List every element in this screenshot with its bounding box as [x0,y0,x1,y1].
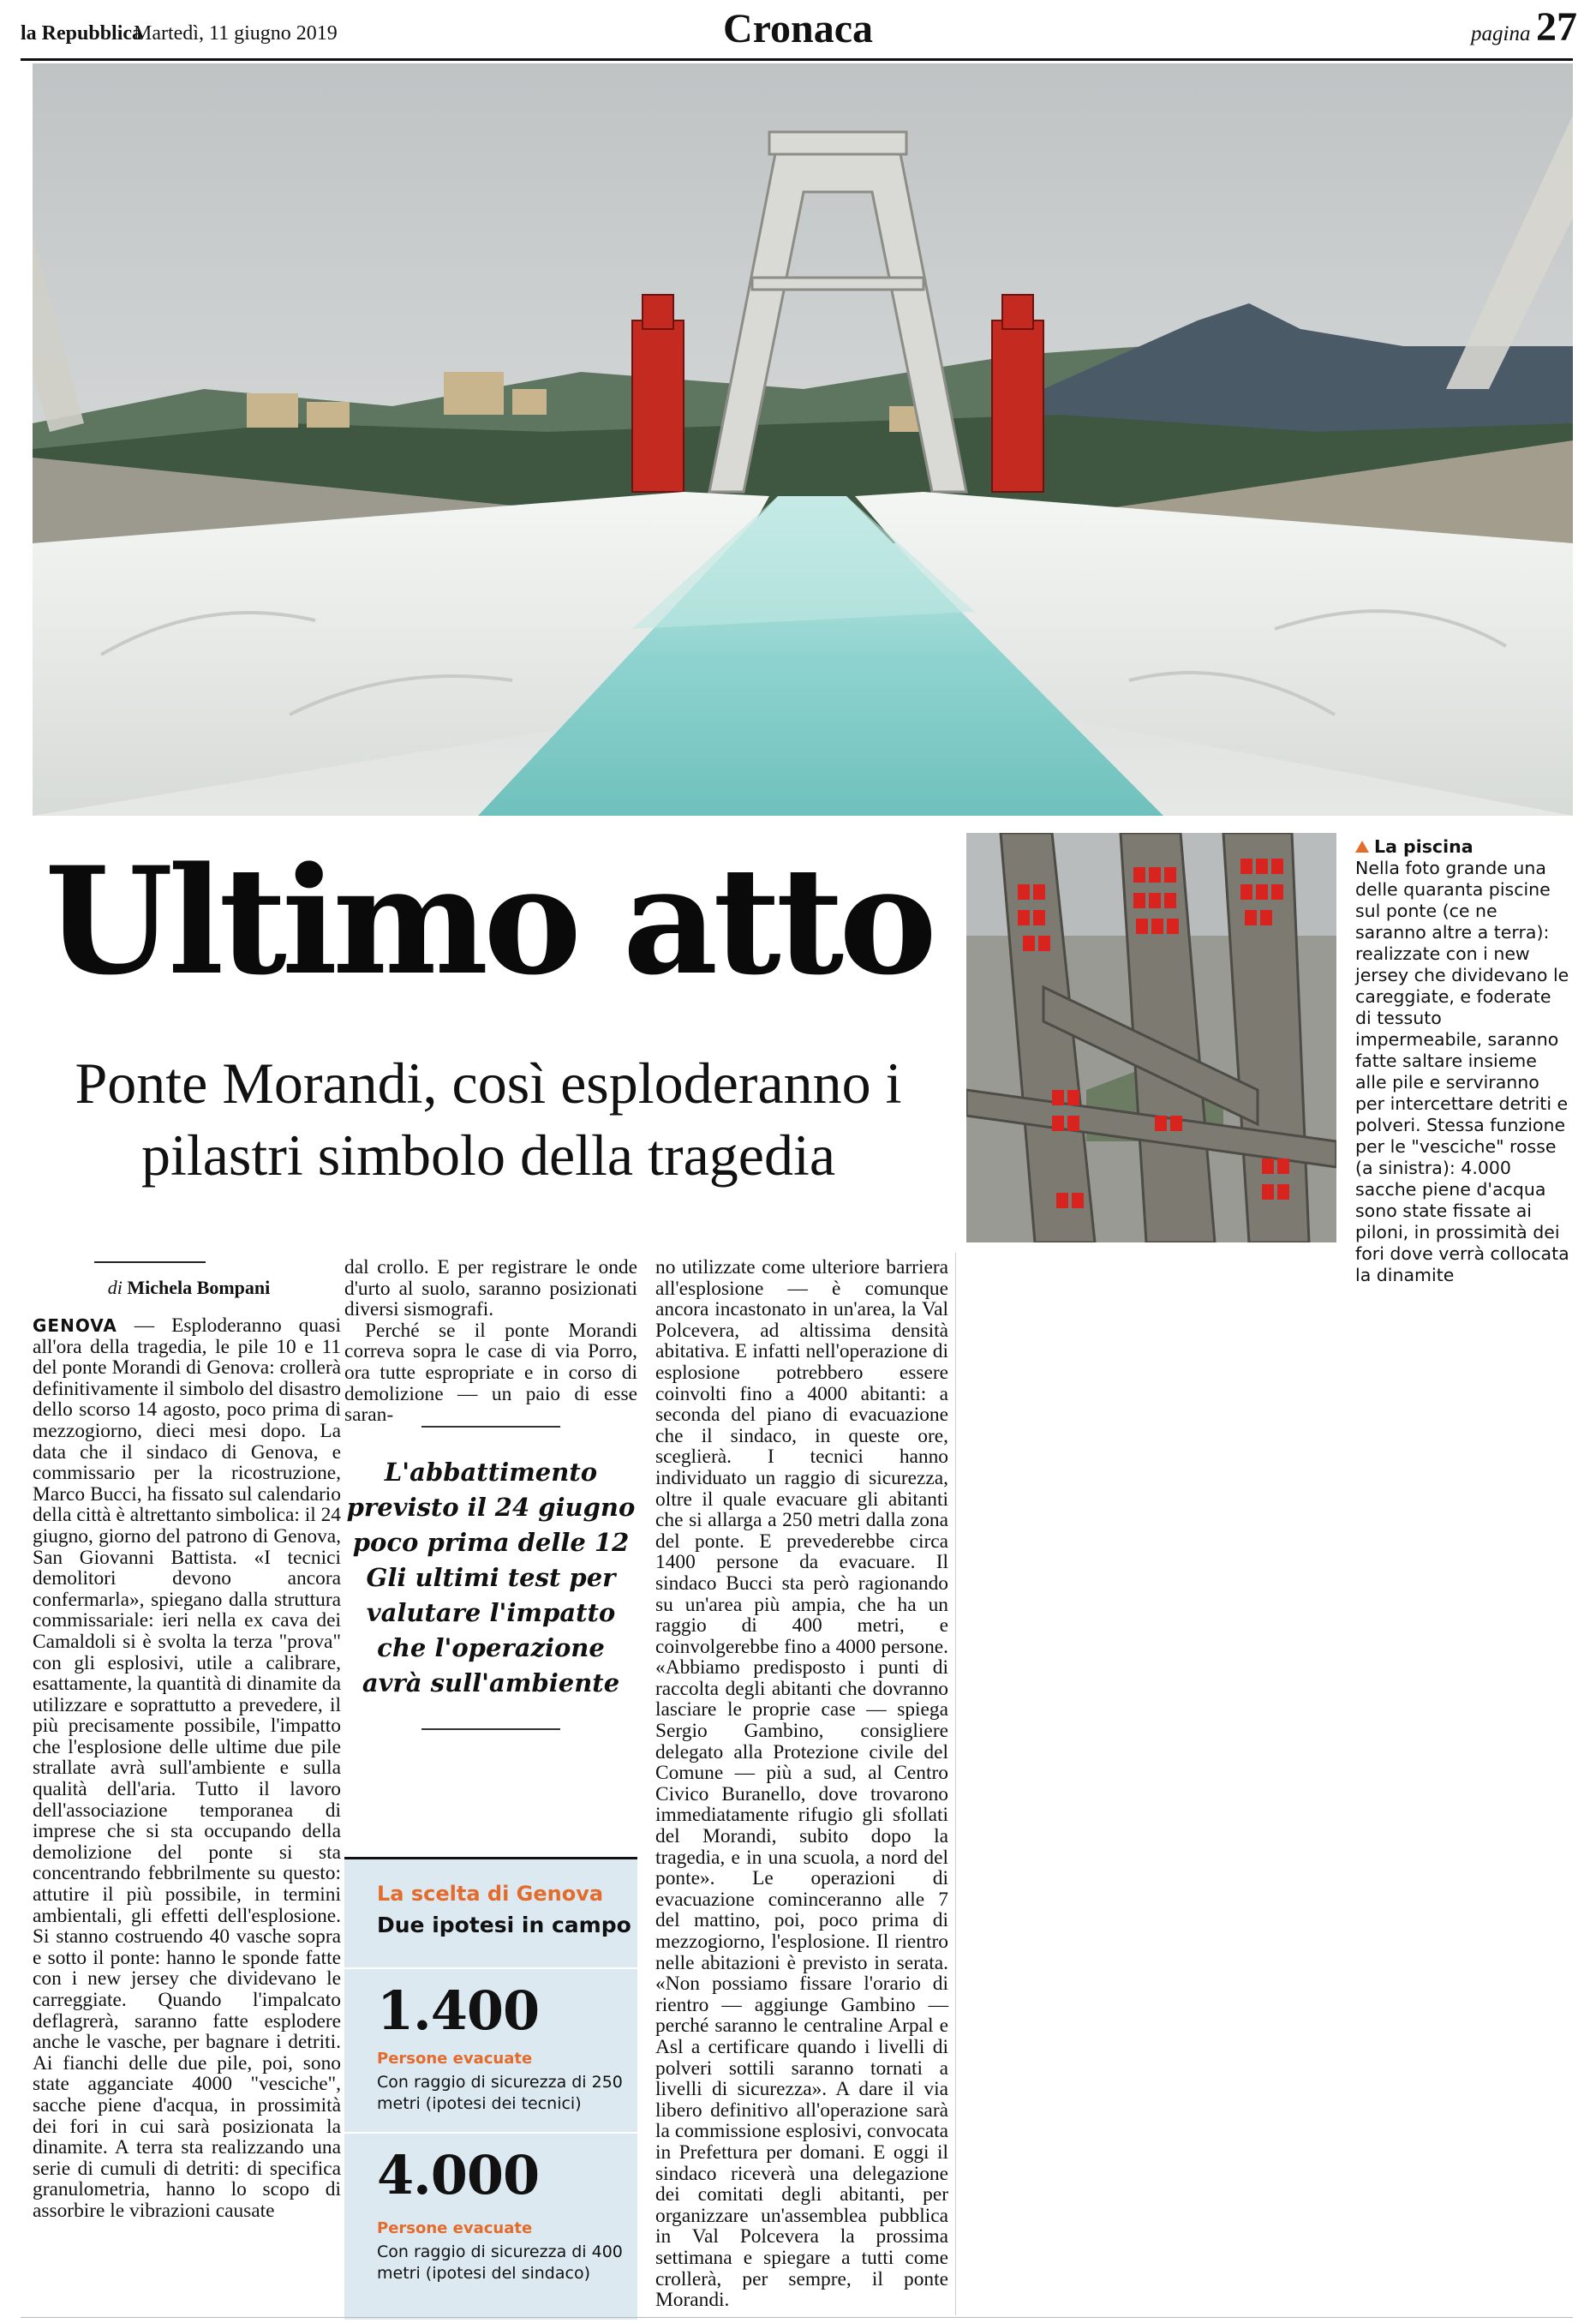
column-divider [955,1253,956,2315]
byline-prefix: di [107,1277,123,1298]
info-box-value: 4.000 [377,2144,540,2206]
article-column-3 [655,1257,948,2311]
dateline: GENOVA [33,1315,117,1336]
headline: Ultimo atto [45,834,932,1008]
info-box-value: 1.400 [377,1979,540,2042]
masthead-brand: la Repubblica [21,22,143,45]
info-box-subtitle: Due ipotesi in campo [377,1913,631,1937]
pullquote: L'abbattimento previsto il 24 giugno poco prima delle 12 Gli ultimi test per valutare l'impatto che l'operazione avrà sull'ambiente [346,1458,636,1697]
byline-rule [94,1261,206,1263]
byline [33,1277,345,1299]
issue-date: Martedì, 11 giugno 2019 [134,22,338,45]
bottom-rule [21,2317,1573,2318]
column-1-text: — Esploderanno quasi all'ora della tragedia, le pile 10 e 11 del ponte Morandi di Genova: crollerà definitivamente il simbolo del disastro dello scorso 14 agosto, poco prima di mezzogiorno, dieci mesi dopo. La data che il sindaco di Genova, e commissario per la ricostruzione, Marco Bucci, ha fissato sul calendario della città è altrettanto simbolica: il 24 giugno, giorno del patrono di Genova, San Giovanni Battista. «I tecnici demolitori devono ancora confermarla», spiegano dalla struttura commissariale: ieri nella ex cava dei Camaldoli si è svolta la terza "prova" con gli esplosivi, utile a calibrare, esattamente, la quantità di dinamite da utilizzare e soprattutto a prevedere, il più precisamente possibile, l'impatto che l'esplosione delle ultime due pile strallate avrà sull'ambiente e sulla qualità dell'aria. Tutto il lavoro dell'associazione temporanea di imprese che si sta occupando della demolizione del ponte si sta concentrando febbrilmente su questo: attutire il più possibile, in termini ambientali, gli effetti dell'esplosione. Si stanno costruendo 40 vasche sopra e sotto il ponte: hanno le sponde fatte con i new jersey che dividevano le carreggiate. Quando l'impalcato deflagrerà, saranno fatte esplodere anche le vasche, per bagnare i detriti. Ai fianchi delle due pile, poi, sono state agganciate 4000 "vesciche", sacche piene d'acqua, in prossimità dei fori in cui sarà posizionata la dinamite. A terra sta realizzando una serie di cumuli di detriti: di specifica granulometria, hanno lo scopo di assorbire le vibrazioni causate [33,1314,341,2222]
info-box-label: Persone evacuate [377,2050,533,2068]
article-column-2 [344,1257,637,1426]
article-paragraph: no utilizzate come ulteriore barriera all'esplosione — è comunque ancora incastonato in un'area, la Val Polcevera, ad altissima densità abitativa. E infatti nell'operazione di esplosione potrebbero essere coinvolti fino a 4000 abitanti: a seconda del piano di evacuazione che il sindaco, in queste ore, sceglierà. I tecnici hanno individuato un raggio di sicurezza, oltre il quale evacuare gli abitanti che si allarga a 250 metri dalla zona del ponte. E prevederebbe circa 1400 persone da evacuare. Il sindaco Bucci sta però ragionando su un'area più ampia, che ha un raggio di 400 metri, e coinvolgerebbe fino a 4000 persone. «Abbiamo predisposto i punti di raccolta degli abitanti che dovranno lasciare le proprie case — spiega Sergio Gambino, consigliere delegato alla Protezione civile del Comune — più a sud, al Centro Civico Buranello, dove trovarono immediatamente rifugio gli sfollati del Morandi, subito dopo la tragedia, e in una scuola, a nord del ponte». Le operazioni di evacuazione cominceranno alle 7 del mattino, poi, poco prima di mezzogiorno, l'esplosione. Il rientro nelle abitazioni è previsto in serata. «Non possiamo fissare l'orario di rientro — aggiunge Gambino — perché saranno le centraline Arpal e Asl a certificare quando i livelli di polveri sottili saranno tornati a livelli di sicurezza». A dare il via libero definitivo all'operazione sarà la commissione esplosivi, convocata in Prefettura per domani. E oggi il sindaco riceverà una delegazione dei comitati degli abitanti, per organizzare un'assemblea pubblica in Val Polcevera la prossima settimana e spiegare a tutti come crollerà, per sempre, il ponte Morandi. [655,1256,948,2312]
byline-author: Michela Bompani [127,1277,271,1298]
hero-photo-pool [33,63,1573,816]
info-box-title: La scelta di Genova [377,1882,604,1906]
section-title: Cronaca [722,6,874,51]
caption-title-row [1355,836,1569,858]
page-number: 27 [1536,4,1577,50]
info-box-label: Persone evacuate [377,2219,533,2237]
header-rule [21,58,1573,61]
article-paragraph [33,1315,341,2222]
pullquote-rule-bottom [421,1728,560,1730]
article-paragraph: Perché se il ponte Morandi correva sopra le case di via Porro, ora tutte espropriate e in corso di demolizione — un paio di esse saran- [344,1319,637,1427]
subheadline: Ponte Morandi, così esploderanno i pilastri simbolo della tragedia [75,1051,902,1188]
photo-caption [1355,836,1569,1286]
info-box-text: Con raggio di sicurezza di 250 metri (ipotesi dei tecnici) [377,2073,623,2113]
caption-title: La piscina [1374,836,1473,857]
info-box-text: Con raggio di sicurezza di 400 metri (ipotesi del sindaco) [377,2242,623,2283]
info-box-divider [344,2132,637,2134]
article-column-1 [33,1315,341,2222]
article-paragraph: dal crollo. E per registrare le onde d'urto al suolo, saranno posizionati diversi sismografi. [344,1256,637,1321]
pagina-label: pagina [1471,22,1531,45]
caption-text: Nella foto grande una delle quaranta piscine sul ponte (ce ne saranno altre a terra): realizzate con i new jersey che dividevano le careggiate, e foderate di tessuto impermeabile, saranno fatte saltare insieme alle pile e serviranno per intercettare detriti e polveri. Stessa funzione per le "vesciche" rosse (a sinistra): 4.000 sacche piene d'acqua sono state fissate ai piloni, in prossimità dei fori dove verrà collocata la dinamite [1355,858,1569,1285]
triangle-marker-icon [1355,841,1369,853]
side-photo-pillars [966,833,1336,1242]
pullquote-rule-top [421,1426,560,1428]
info-box [344,1857,637,2320]
info-box-divider [344,1967,637,1969]
